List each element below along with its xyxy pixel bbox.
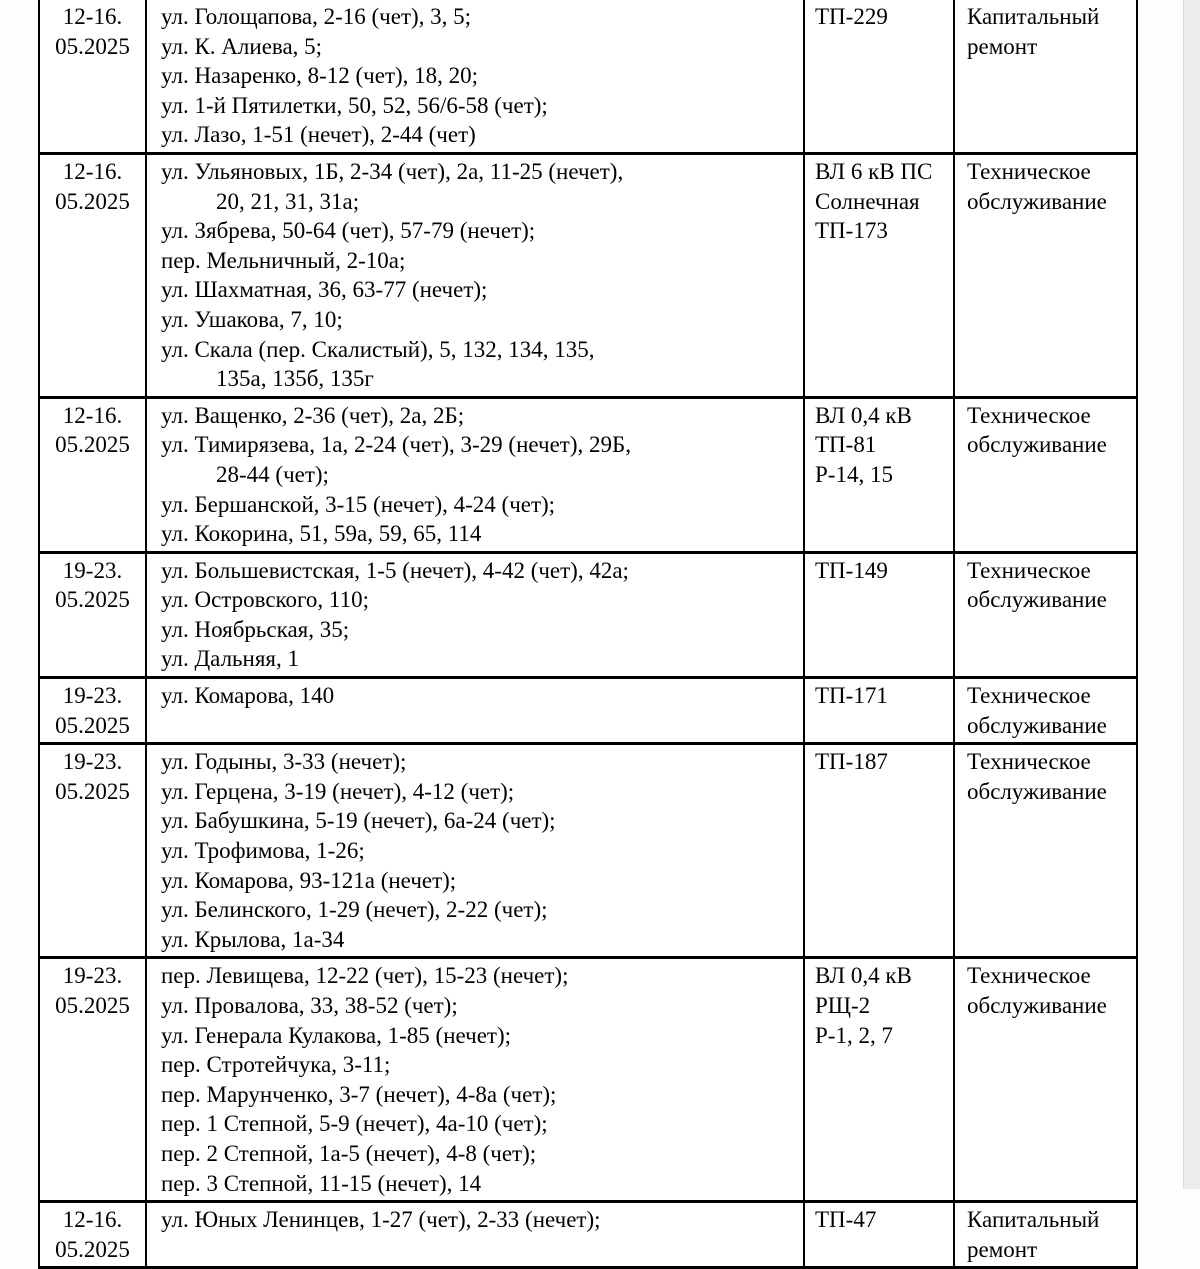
- equipment-line: ВЛ 0,4 кВ: [815, 963, 912, 989]
- document-page: [38, 0, 1138, 1269]
- street-entry: [161, 615, 795, 645]
- street-line: ул. Ноябрьская, 35;: [161, 616, 350, 642]
- street-entry: [161, 1205, 795, 1235]
- street-line: пер. 2 Степной, 1а-5 (нечет), 4-8 (чет);: [161, 1140, 537, 1166]
- street-line: ул. Тимирязева, 1а, 2-24 (чет), 3-29 (нечет), 29Б,: [161, 432, 631, 458]
- date-line: 19-23.: [62, 749, 123, 775]
- equipment-line: ТП-187: [815, 749, 888, 775]
- equipment-line: Р-1, 2, 7: [815, 1022, 893, 1048]
- street-entry: [161, 991, 795, 1021]
- street-entry: [161, 246, 795, 276]
- street-line: ул. Зябрева, 50-64 (чет), 57-79 (нечет);: [161, 218, 536, 244]
- street-entry: [161, 1169, 795, 1199]
- equipment-line: ВЛ 6 кВ ПС: [815, 158, 933, 184]
- street-entry: [161, 305, 795, 335]
- date-line: 12-16.: [62, 158, 123, 184]
- street-line: пер. 1 Степной, 5-9 (нечет), 4а-10 (чет);: [161, 1111, 548, 1137]
- street-entry: [161, 836, 795, 866]
- work-type-line: Капитальный: [967, 4, 1100, 29]
- table-row: [40, 1203, 1136, 1269]
- work-type-line: ремонт: [967, 33, 1038, 59]
- street-line: ул. Генерала Кулакова, 1-85 (нечет);: [161, 1022, 512, 1048]
- street-line: пер. 3 Степной, 11-15 (нечет), 14: [161, 1170, 482, 1196]
- equipment-cell: [805, 1203, 955, 1266]
- street-line: пер. Левищева, 12-22 (чет), 15-23 (нечет);: [161, 963, 569, 989]
- street-line: ул. Бабушкина, 5-19 (нечет), 6а-24 (чет);: [161, 808, 556, 834]
- street-entry: [161, 1050, 795, 1080]
- date-cell: [40, 399, 147, 551]
- date-line: 19-23.: [62, 963, 123, 989]
- date-line: 19-23.: [62, 683, 123, 709]
- scrollbar-track[interactable]: [1183, 0, 1200, 1189]
- street-entry: [161, 335, 795, 394]
- street-line: ул. 1-й Пятилетки, 50, 52, 56/6-58 (чет);: [161, 92, 548, 118]
- street-line: пер. Стротейчука, 3-11;: [161, 1052, 391, 1078]
- street-line: ул. Бершанской, 3-15 (нечет), 4-24 (чет);: [161, 491, 556, 517]
- street-line: ул. Дальняя, 1: [161, 646, 299, 672]
- street-line: ул. Юных Ленинцев, 1-27 (чет), 2-33 (нечет);: [161, 1207, 601, 1233]
- work-type-line: обслуживание: [967, 712, 1107, 738]
- work-type-cell: [955, 745, 1138, 956]
- equipment-line: Солнечная: [815, 188, 920, 214]
- work-type-line: обслуживание: [967, 432, 1107, 458]
- street-line: ул. Островского, 110;: [161, 587, 369, 613]
- date-line: 05.2025: [55, 778, 130, 804]
- street-entry: [161, 32, 795, 62]
- work-type-line: Капитальный: [967, 1207, 1100, 1233]
- street-line: ул. Кокорина, 51, 59а, 59, 65, 114: [161, 521, 482, 547]
- table-row: [40, 745, 1136, 959]
- date-line: 05.2025: [55, 587, 130, 613]
- equipment-line: РЩ-2: [815, 993, 871, 1018]
- work-type-line: Техническое: [967, 749, 1091, 775]
- table-row: [40, 155, 1136, 399]
- work-type-line: Техническое: [967, 158, 1091, 184]
- street-line: 28-44 (чет);: [216, 461, 329, 487]
- equipment-line: ТП-171: [815, 683, 888, 709]
- work-type-cell: [955, 1203, 1138, 1266]
- street-line: 20, 21, 31, 31а;: [216, 188, 360, 214]
- street-line: ул. Комарова, 140: [161, 683, 335, 709]
- equipment-cell: [805, 745, 955, 956]
- street-entry: [161, 401, 795, 431]
- street-line: ул. К. Алиева, 5;: [161, 33, 323, 59]
- street-entry: [161, 925, 795, 955]
- addresses-cell: [147, 959, 805, 1200]
- street-entry: [161, 747, 795, 777]
- date-cell: [40, 0, 147, 152]
- table-row: [40, 399, 1136, 554]
- addresses-cell: [147, 1203, 805, 1266]
- street-line: ул. Голощапова, 2-16 (чет), 3, 5;: [161, 4, 472, 29]
- street-line: ул. Провалова, 33, 38-52 (чет);: [161, 993, 458, 1018]
- street-line: ул. Назаренко, 8-12 (чет), 18, 20;: [161, 63, 479, 89]
- street-entry: [161, 157, 795, 216]
- addresses-cell: [147, 745, 805, 956]
- date-line: 05.2025: [55, 33, 130, 59]
- date-line: 05.2025: [55, 1236, 130, 1262]
- street-line: ул. Ульяновых, 1Б, 2-34 (чет), 2а, 11-25 (нечет),: [161, 158, 624, 184]
- work-type-line: обслуживание: [967, 778, 1107, 804]
- date-cell: [40, 554, 147, 676]
- date-line: 05.2025: [55, 712, 130, 738]
- work-type-cell: [955, 554, 1138, 676]
- street-entry: [161, 777, 795, 807]
- addresses-cell: [147, 0, 805, 152]
- work-type-line: обслуживание: [967, 993, 1107, 1018]
- street-entry: [161, 895, 795, 925]
- street-line: ул. Шахматная, 36, 63-77 (нечет);: [161, 277, 488, 303]
- addresses-cell: [147, 554, 805, 676]
- street-line: ул. Белинского, 1-29 (нечет), 2-22 (чет);: [161, 897, 548, 923]
- equipment-line: ВЛ 0,4 кВ: [815, 402, 912, 428]
- work-type-cell: [955, 0, 1138, 152]
- street-line: ул. Скала (пер. Скалистый), 5, 132, 134, 135,: [161, 336, 595, 362]
- date-cell: [40, 745, 147, 956]
- date-line: 12-16.: [62, 402, 123, 428]
- street-entry: [161, 585, 795, 615]
- table-row: [40, 554, 1136, 679]
- date-line: 05.2025: [55, 188, 130, 214]
- equipment-cell: [805, 399, 955, 551]
- date-line: 19-23.: [62, 557, 123, 583]
- work-type-line: обслуживание: [967, 587, 1107, 613]
- date-cell: [40, 155, 147, 396]
- street-line: пер. Мельничный, 2-10а;: [161, 247, 406, 273]
- street-entry: [161, 1021, 795, 1051]
- street-line: 135а, 135б, 135г: [216, 366, 374, 392]
- work-type-line: Техническое: [967, 402, 1091, 428]
- equipment-line: ТП-81: [815, 432, 877, 458]
- equipment-cell: [805, 155, 955, 396]
- date-line: 12-16.: [62, 1207, 123, 1233]
- street-line: ул. Большевистская, 1-5 (нечет), 4-42 (чет), 42а;: [161, 557, 629, 583]
- date-cell: [40, 959, 147, 1200]
- equipment-cell: [805, 679, 955, 742]
- equipment-cell: [805, 0, 955, 152]
- equipment-line: Р-14, 15: [815, 461, 893, 487]
- work-type-cell: [955, 155, 1138, 396]
- street-entry: [161, 644, 795, 674]
- work-type-line: Техническое: [967, 683, 1091, 709]
- street-entry: [161, 1109, 795, 1139]
- street-entry: [161, 806, 795, 836]
- addresses-cell: [147, 155, 805, 396]
- date-line: 05.2025: [55, 993, 130, 1018]
- street-entry: [161, 91, 795, 121]
- date-cell: [40, 679, 147, 742]
- work-type-line: Техническое: [967, 557, 1091, 583]
- work-type-cell: [955, 959, 1138, 1200]
- work-type-line: обслуживание: [967, 188, 1107, 214]
- equipment-line: ТП-149: [815, 557, 888, 583]
- work-type-line: ремонт: [967, 1236, 1038, 1262]
- street-entry: [161, 61, 795, 91]
- work-type-line: Техническое: [967, 963, 1091, 989]
- outage-schedule-table: [38, 0, 1138, 1269]
- table-row: [40, 0, 1136, 155]
- street-entry: [161, 961, 795, 991]
- street-line: ул. Лазо, 1-51 (нечет), 2-44 (чет): [161, 122, 476, 148]
- street-entry: [161, 275, 795, 305]
- street-entry: [161, 216, 795, 246]
- date-line: 12-16.: [62, 4, 123, 29]
- work-type-cell: [955, 679, 1138, 742]
- work-type-cell: [955, 399, 1138, 551]
- street-entry: [161, 1080, 795, 1110]
- table-row: [40, 959, 1136, 1203]
- street-entry: [161, 120, 795, 150]
- street-entry: [161, 556, 795, 586]
- street-entry: [161, 1139, 795, 1169]
- equipment-cell: [805, 554, 955, 676]
- street-line: ул. Герцена, 3-19 (нечет), 4-12 (чет);: [161, 778, 515, 804]
- street-line: ул. Трофимова, 1-26;: [161, 838, 365, 864]
- street-entry: [161, 2, 795, 32]
- street-entry: [161, 681, 795, 711]
- street-line: ул. Ушакова, 7, 10;: [161, 306, 343, 332]
- date-cell: [40, 1203, 147, 1266]
- street-line: пер. Марунченко, 3-7 (нечет), 4-8а (чет);: [161, 1081, 557, 1107]
- table-row: [40, 679, 1136, 745]
- addresses-cell: [147, 399, 805, 551]
- street-line: ул. Комарова, 93-121а (нечет);: [161, 867, 457, 893]
- street-line: ул. Ващенко, 2-36 (чет), 2а, 2Б;: [161, 402, 465, 428]
- street-entry: [161, 490, 795, 520]
- street-entry: [161, 519, 795, 549]
- street-entry: [161, 866, 795, 896]
- street-line: ул. Годыны, 3-33 (нечет);: [161, 749, 407, 775]
- equipment-line: ТП-47: [815, 1207, 877, 1233]
- equipment-line: ТП-173: [815, 218, 888, 244]
- street-entry: [161, 430, 795, 489]
- addresses-cell: [147, 679, 805, 742]
- date-line: 05.2025: [55, 432, 130, 458]
- equipment-cell: [805, 959, 955, 1200]
- equipment-line: ТП-229: [815, 4, 888, 29]
- street-line: ул. Крылова, 1а-34: [161, 926, 345, 952]
